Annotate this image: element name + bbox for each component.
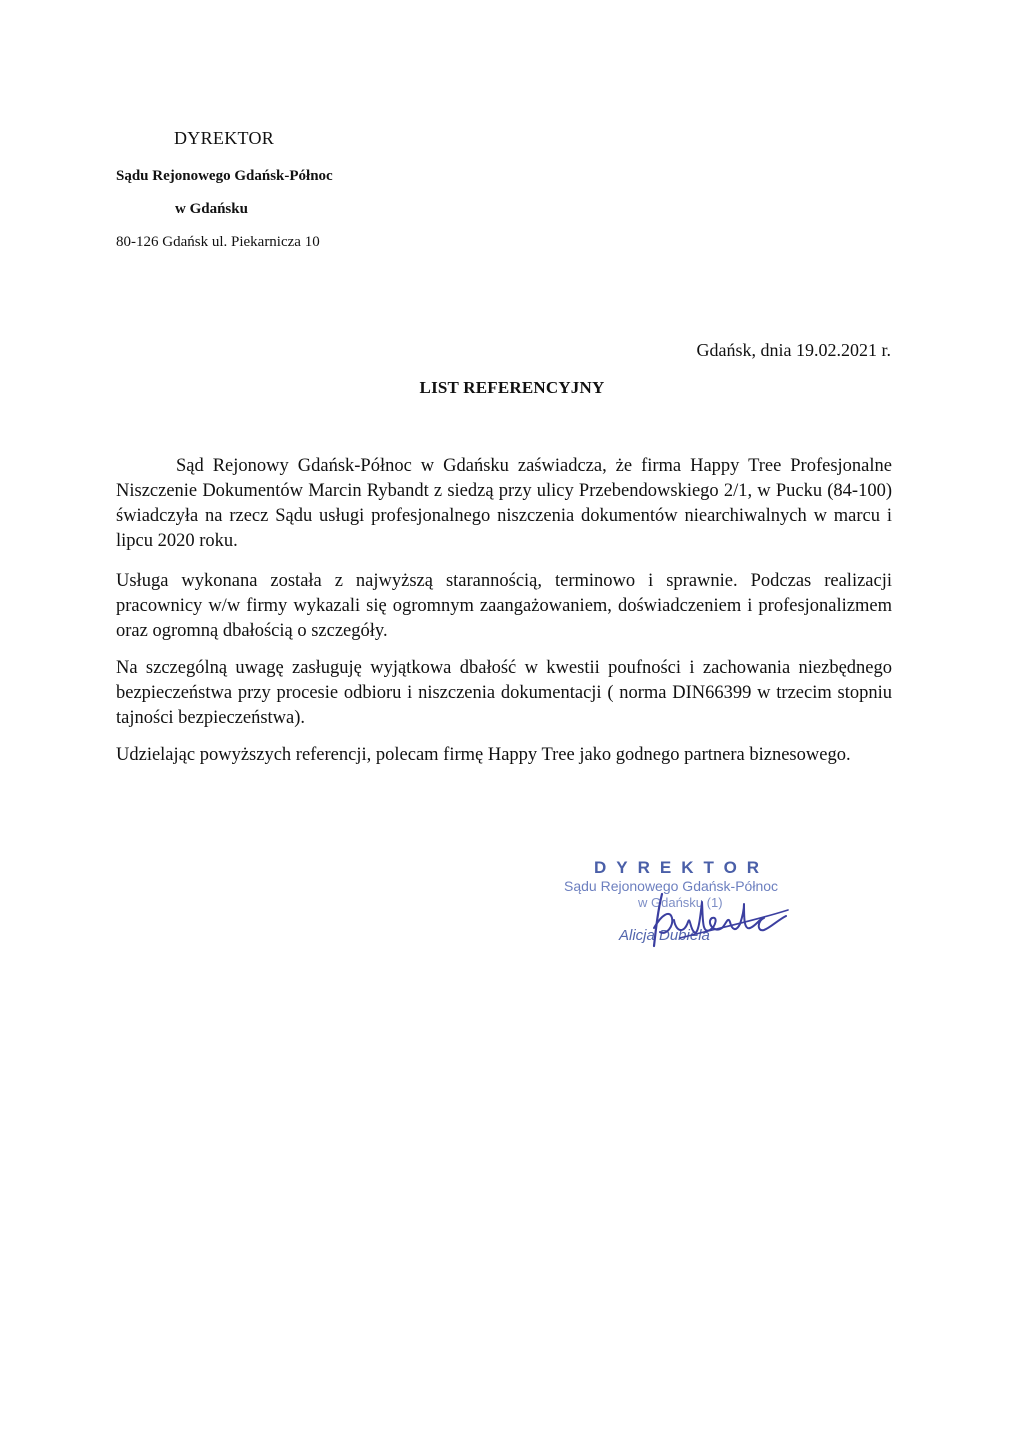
stamp-signatory-name: Alicja Dubiela	[619, 927, 710, 944]
stamp-city: w Gdańsku (1)	[638, 895, 723, 910]
stamp-court-name: Sądu Rejonowego Gdańsk-Północ	[564, 878, 779, 894]
date-line: Gdańsk, dnia 19.02.2021 r.	[696, 340, 891, 360]
letterhead-city: w Gdańsku	[175, 201, 248, 217]
body-paragraph: Usługa wykonana została z najwyższą starannością, terminowo i sprawnie. Podczas realizacji pracownicy w/w firmy wykazali się ogromnym zaangażowaniem, doświadczeniem i profesjonalizmem oraz ogromną dbałością o szczegóły.	[116, 571, 892, 641]
signature-icon	[640, 880, 790, 955]
body-paragraph: Na szczególną uwagę zasługuję wyjątkowa dbałość w kwestii poufności i zachowania niezbędnego bezpieczeństwa przy procesie odbioru i niszczenia dokumentacji ( norma DIN66399 w trzecim stopniu tajności bezpieczeństwa).	[116, 658, 892, 728]
letterhead-court-name: Sądu Rejonowego Gdańsk-Północ	[116, 168, 333, 184]
letterhead-address: 80-126 Gdańsk ul. Piekarnicza 10	[116, 234, 320, 250]
body-paragraph: Udzielając powyższych referencji, polecam firmę Happy Tree jako godnego partnera biznesowego.	[116, 745, 851, 765]
letter-body	[116, 454, 892, 780]
body-paragraph: Sąd Rejonowy Gdańsk-Północ w Gdańsku zaświadcza, że firma Happy Tree Profesjonalne Niszczenie Dokumentów Marcin Rybandt z siedzą przy ulicy Przebendowskiego 2/1, w Pucku (84-100) świadczyła na rzecz Sądu usługi profesjonalnego niszczenia dokumentów niearchiwalnych w marcu i lipcu 2020 roku.	[116, 456, 892, 551]
letterhead-title: DYREKTOR	[174, 128, 275, 148]
document-title: LIST REFERENCYJNY	[419, 378, 605, 397]
stamp-title: DYREKTOR	[594, 858, 770, 877]
